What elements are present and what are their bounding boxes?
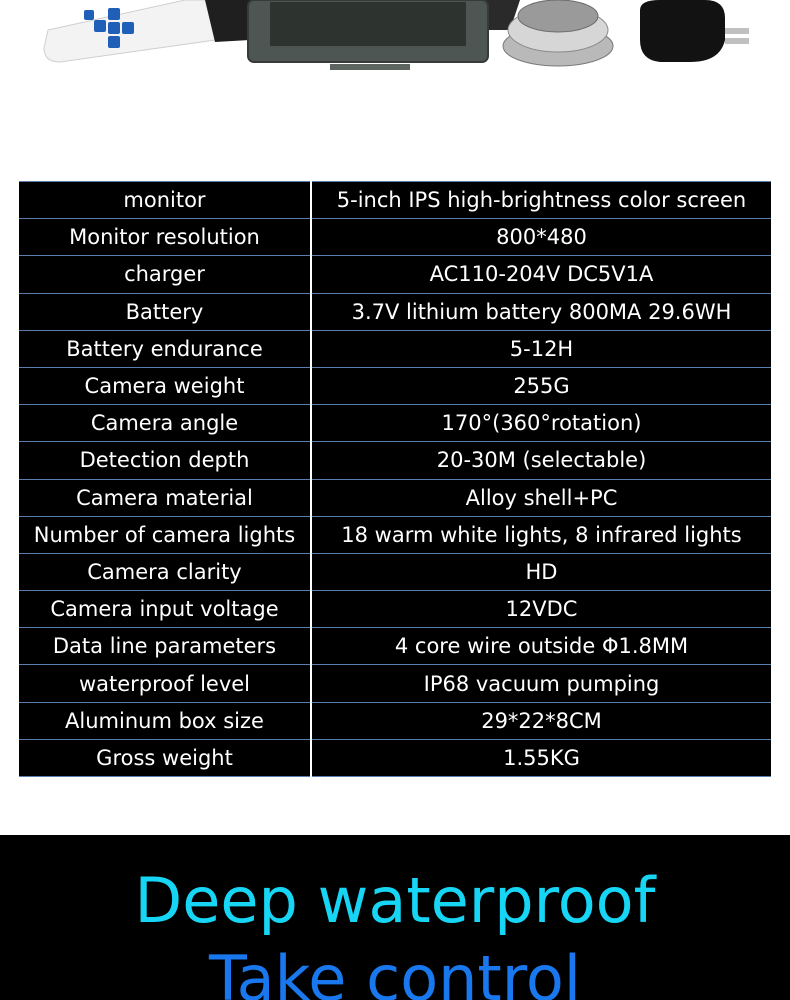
spec-label: charger — [19, 256, 311, 293]
spec-label: Camera input voltage — [19, 591, 311, 628]
promo-banner — [0, 835, 790, 1000]
spec-value: 20-30M (selectable) — [311, 442, 771, 479]
spec-value: 12VDC — [311, 591, 771, 628]
spec-value: 170°(360°rotation) — [311, 405, 771, 442]
spec-value: 4 core wire outside Φ1.8MM — [311, 628, 771, 665]
spec-label: Aluminum box size — [19, 702, 311, 739]
spec-row — [19, 702, 771, 739]
monitor-image — [248, 0, 488, 70]
spec-value: Alloy shell+PC — [311, 479, 771, 516]
spec-row — [19, 330, 771, 367]
product-photo — [0, 0, 790, 80]
spec-row — [19, 553, 771, 590]
charger-image — [640, 0, 749, 62]
spec-label: Detection depth — [19, 442, 311, 479]
spec-row — [19, 405, 771, 442]
spec-row — [19, 182, 771, 219]
spec-row — [19, 442, 771, 479]
spec-value: 5-12H — [311, 330, 771, 367]
spec-value: 5-inch IPS high-brightness color screen — [311, 182, 771, 219]
spec-label: monitor — [19, 182, 311, 219]
spec-label: Number of camera lights — [19, 516, 311, 553]
banner-subline: Take control — [208, 942, 582, 1000]
spec-value: HD — [311, 553, 771, 590]
spec-label: Camera clarity — [19, 553, 311, 590]
spec-value: 255G — [311, 367, 771, 404]
remote-control-image — [44, 0, 218, 62]
banner-headline: Deep waterproof — [134, 864, 656, 937]
spec-value: IP68 vacuum pumping — [311, 665, 771, 702]
spec-row — [19, 516, 771, 553]
spec-label: Monitor resolution — [19, 219, 311, 256]
spec-value: 29*22*8CM — [311, 702, 771, 739]
spec-row — [19, 479, 771, 516]
spec-row — [19, 219, 771, 256]
spec-value: 18 warm white lights, 8 infrared lights — [311, 516, 771, 553]
spec-value: 800*480 — [311, 219, 771, 256]
spec-label: Camera angle — [19, 405, 311, 442]
product-image-area — [0, 0, 790, 180]
camera-image — [503, 0, 613, 66]
spec-label: Gross weight — [19, 739, 311, 776]
spec-row — [19, 256, 771, 293]
spec-value: 3.7V lithium battery 800MA 29.6WH — [311, 293, 771, 330]
spec-row — [19, 367, 771, 404]
spec-value: AC110-204V DC5V1A — [311, 256, 771, 293]
spec-row — [19, 739, 771, 776]
spec-row — [19, 293, 771, 330]
spec-label: Data line parameters — [19, 628, 311, 665]
spec-row — [19, 665, 771, 702]
spec-label: waterproof level — [19, 665, 311, 702]
spec-value: 1.55KG — [311, 739, 771, 776]
spec-label: Camera material — [19, 479, 311, 516]
spec-row — [19, 628, 771, 665]
spec-table — [19, 181, 771, 777]
spec-label: Battery endurance — [19, 330, 311, 367]
spec-label: Camera weight — [19, 367, 311, 404]
spec-label: Battery — [19, 293, 311, 330]
spec-row — [19, 591, 771, 628]
